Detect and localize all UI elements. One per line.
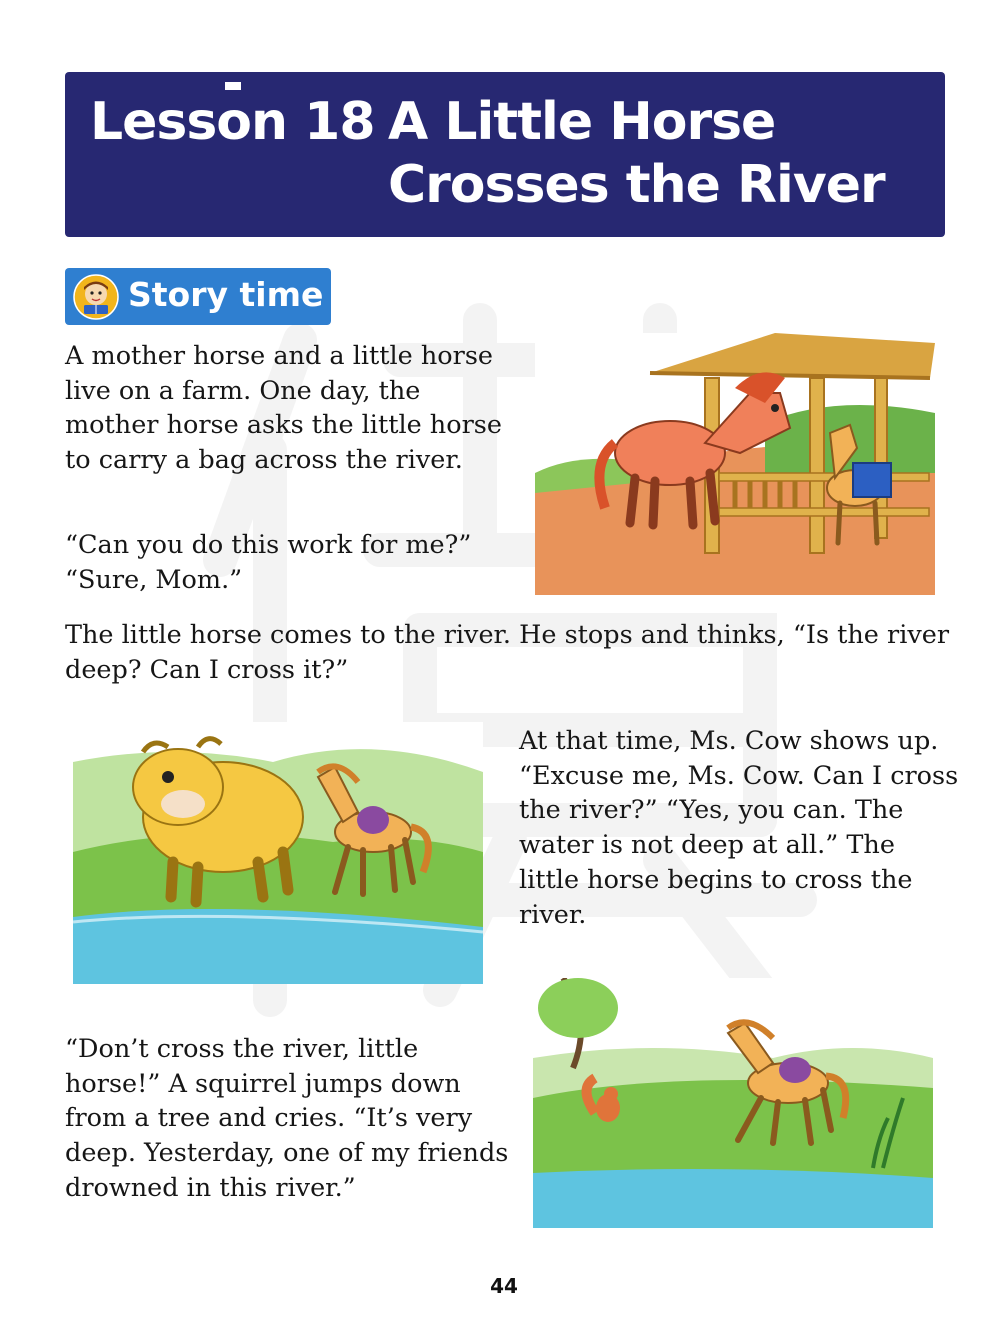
dialogue-line: “Can you do this work for me?” — [65, 530, 472, 560]
story-time-tab — [65, 268, 331, 325]
story-paragraph-5: “Don’t cross the river, little horse!” A squirrel jumps down from a tree and cries. “It’s very deep. Yesterday, one of my friends drowned in this river.” — [65, 1034, 509, 1203]
lesson-title-line1: A Little Horse — [388, 92, 776, 152]
story-paragraph-2 — [65, 528, 525, 597]
lesson-number: Lesson 18 — [90, 92, 375, 152]
illustration-squirrel-and-horse — [533, 978, 933, 1233]
section-label: Story time — [128, 275, 324, 314]
dialogue-line: “Sure, Mom.” — [65, 564, 243, 595]
story-paragraph-1: A mother horse and a little horse live on a farm. One day, the mother horse asks the little horse to carry a bag across the river. — [65, 341, 502, 476]
illustration-cow-and-horse — [73, 722, 483, 984]
page-number: 44 — [490, 1274, 518, 1298]
lesson-title-line2: Crosses the River — [388, 155, 885, 215]
title-accent-mark — [225, 82, 241, 90]
reading-boy-icon — [73, 274, 119, 320]
illustration-horses-at-stable — [535, 333, 935, 595]
story-paragraph-4: At that time, Ms. Cow shows up. “Excuse me, Ms. Cow. Can I cross the river?” “Yes, you can. The water is not deep at all.” The little horse begins to cross the river. — [519, 726, 959, 930]
story-paragraph-3: The little horse comes to the river. He stops and thinks, “Is the river deep? Can I cross it?” — [65, 620, 950, 685]
